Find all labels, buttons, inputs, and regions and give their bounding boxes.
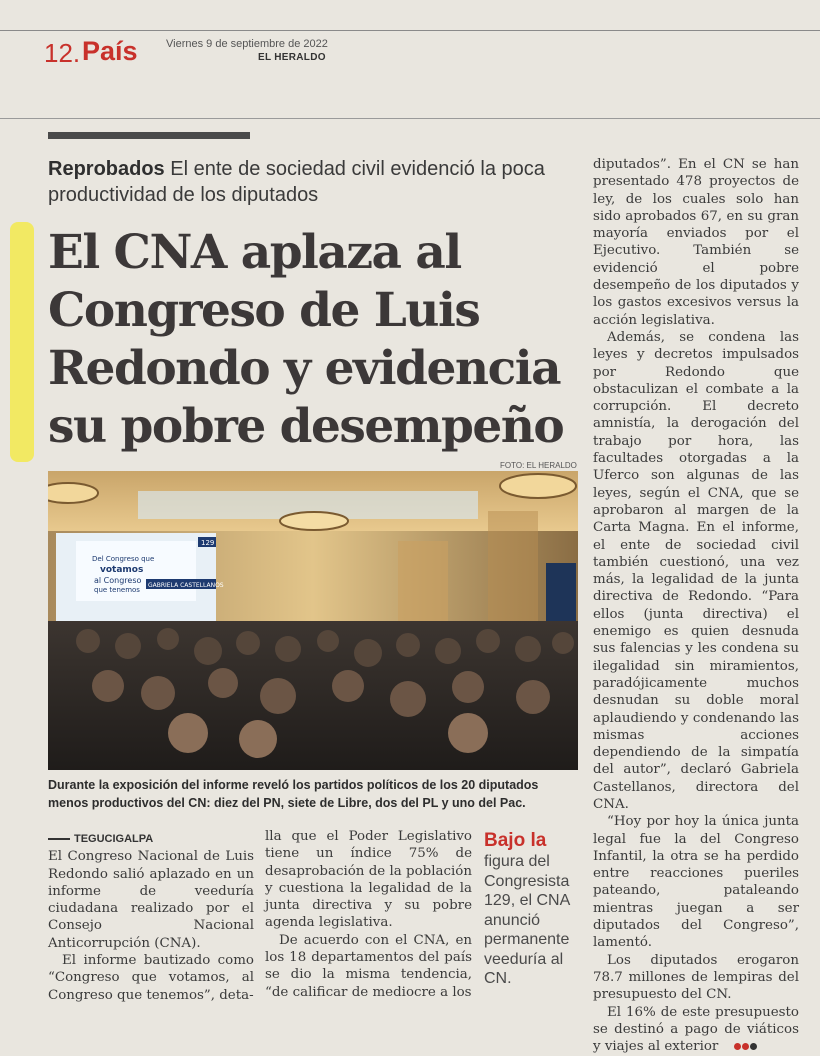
- kicker: Reprobados: [48, 158, 165, 180]
- article-dek: [48, 156, 568, 208]
- dateline-rule: [48, 838, 70, 840]
- article-headline: El CNA aplaza al Congreso de Luis Redondo y evidencia su pobre desempeño: [48, 225, 564, 454]
- body-paragraph: Además, se condena las leyes y decretos impulsados por Redondo que obstaculizan el combate a la corrupción. El decreto amnistía, la derogación del trabajo por hora, las facultades otorgadas a la Uferco son algunas de las leyes, según el CNA, que se aprobaron al margen de la Carta Magna. En el informe, el ente de sociedad civil también cuestionó, una vez más, la legalidad de la junta directiva de Redondo. “Para ellos (junta directiva) el enemigo es quien desnuda sus falencias y les condena su ilegalidad sin miramientos, paradójicamente muchos desnudan su doble moral aplaudiendo y condenando las mismas acciones dependiendo de la simpatía del autor”, declaró Gabriela Castellanos, directora del CNA.: [593, 329, 799, 812]
- photo-credit: FOTO: EL HERALDO: [500, 461, 577, 470]
- screen-logo: 129: [201, 539, 215, 547]
- page-number: 12.: [44, 38, 81, 68]
- header-bottom-rule: [0, 118, 820, 119]
- body-paragraph: El informe bautizado como “Congreso que votamos, al Congreso que tenemos”, deta-: [48, 953, 254, 1003]
- highlighter-mark: [10, 222, 34, 462]
- body-paragraph: diputados”. En el CN se han presentado 478 proyectos de ley, de los cuales solo han sido aprobados 67, en su gran mayoría enviados por el Ejecutivo. También se evidenció el pobre desempeño de los diputados y los gastos excesivos versus la acción legislativa.: [593, 157, 799, 328]
- article-photo: [48, 471, 578, 770]
- screen-line1: Del Congreso que: [92, 555, 155, 563]
- body-paragraph-last: [593, 1004, 799, 1056]
- dateline: [48, 830, 254, 848]
- issue-date: Viernes 9 de septiembre de 2022: [166, 38, 328, 50]
- newspaper-name: EL HERALDO: [258, 52, 326, 63]
- section-name: País: [82, 36, 138, 66]
- body-paragraph: lla que el Poder Legislativo tiene un índice 75% de desaprobación de la población y cuestiona la legalidad de la junta directiva y su pobre agenda legislativa.: [265, 829, 472, 931]
- body-paragraph: El Congreso Nacional de Luis Redondo salió aplazado en un informe de veeduría ciudadana realizado por el Consejo Nacional Anticorrupción (CNA).: [48, 849, 254, 951]
- page-header: [0, 0, 820, 80]
- article-column-3: [593, 156, 799, 1056]
- body-paragraph: Los diputados erogaron 78.7 millones de lempiras del presupuesto del CN.: [593, 952, 799, 1003]
- article-column-1: [48, 830, 254, 1004]
- body-paragraph: “Hoy por hoy la única junta legal fue la del Congreso Infantil, la otra se ha perdido entre reacciones pueriles pateando, pataleando mientras juegan a ser diputados del Congreso”, lamentó.: [593, 814, 799, 951]
- article-column-2: [265, 828, 472, 1001]
- screen-line3: al Congreso: [94, 576, 142, 585]
- screen-line2: votamos: [100, 565, 144, 575]
- dek-text: El ente de sociedad civil evidenció la poca productividad de los diputados: [48, 158, 545, 206]
- screen-name: GABRIELA CASTELLANOS: [148, 582, 224, 589]
- dateline-text: TEGUCIGALPA: [74, 833, 154, 845]
- photo-caption: Durante la exposición del informe reveló los partidos políticos de los 20 diputados menos productivos del CN: diez del PN, siete de Libre, dos del PL y uno del Pac.: [48, 778, 539, 810]
- closing-text: El 16% de este presupuesto se destinó a pago de viáticos y viajes al exterior: [593, 1004, 799, 1055]
- body-paragraph: De acuerdo con el CNA, en los 18 departamentos del país se dio la misma tendencia, “de calificar de mediocre a los: [265, 932, 472, 1000]
- pullquote-text: figura del Congresista 129, el CNA anunció permanente veeduría al CN.: [484, 853, 570, 987]
- screen-line4: que tenemos: [94, 586, 140, 594]
- end-mark-icon: [720, 1038, 758, 1055]
- pullquote-title: Bajo la: [484, 830, 547, 851]
- header-top-rule: [0, 30, 820, 31]
- kicker-bar: [48, 132, 250, 139]
- conference-hall-image: [48, 471, 578, 770]
